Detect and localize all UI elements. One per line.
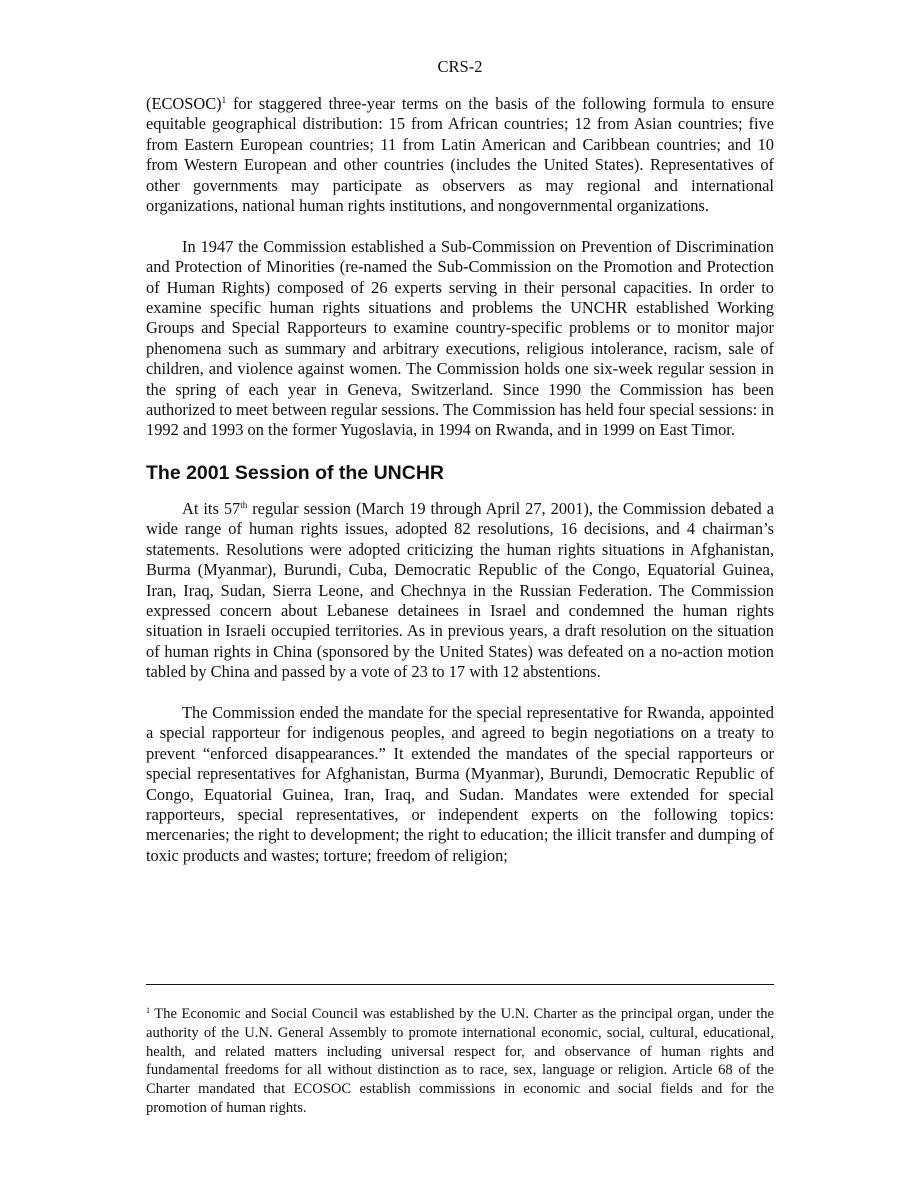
footnote-text: The Economic and Social Council was established by the U.N. Charter as the principal organ, under the authority of the U.N. General Assembly to promote international economic, social, cultural, educational, health, and related matters including universal respect for, and observance of human rights and fundamental freedoms for all without distinction as to race, sex, language or religion. Article 68 of the Charter mandated that ECOSOC establish commissions in economic and social fields and for the promotion of human rights. <box>146 1006 774 1116</box>
paragraph-sub-commission <box>146 237 774 441</box>
footnote-reference[interactable]: 1 <box>221 95 227 105</box>
footnotes <box>146 1005 774 1118</box>
footnote-divider <box>146 984 774 985</box>
paragraph-mandates <box>146 703 774 866</box>
footnote-marker: 1 <box>146 1006 150 1015</box>
paragraph-text: regular session (March 19 through April 27, 2001), the Commission debated a wide range of human rights issues, adopted 82 resolutions, 16 decisions, and 4 chairman’s statements. Resolutions were adopted criticizing the human rights situations in Afghanistan, Burma (Myanmar), Burundi, Cuba, Democratic Republic of the Congo, Equatorial Guinea, Iran, Iraq, Sudan, Sierra Leone, and Chechnya in the Russian Federation. The Commission expressed concern about Lebanese detainees in Israel and condemned the human rights situation in Israeli occupied territories. As in previous years, a draft resolution on the situation of human rights in China (sponsored by the United States) was defeated on a no-action motion tabled by China and passed by a vote of 23 to 17 with 12 abstentions. <box>146 498 775 682</box>
body-text <box>146 94 774 866</box>
ordinal-suffix: th <box>240 499 248 510</box>
paragraph-lead: (ECOSOC) <box>146 94 222 113</box>
paragraph-57th-session <box>146 499 774 683</box>
paragraph-text: for staggered three-year terms on the basis of the following formula to ensure equitable geographical distribution: 15 from African countries; 12 from Asian countries; five from Eastern European countries; 11 from Latin American and Caribbean countries; and 10 from Western European and other countries (includes the United States). Representatives of other governments may participate as observers as may regional and international organizations, national human rights institutions, and nongovernmental organizations. <box>146 94 774 216</box>
section-heading: The 2001 Session of the UNCHR <box>146 461 444 484</box>
paragraph-text: In 1947 the Commission established a Sub-Commission on Prevention of Discrimination and Protection of Minorities (re-named the Sub-Commission on the Promotion and Protection of Human Rights) composed of 26 experts serving in their personal capacities. In order to examine specific human rights situations and problems the UNCHR established Working Groups and Special Rapporteurs to examine country-specific problems or to monitor major phenomena such as summary and arbitrary executions, religious intolerance, racism, sale of children, and violence against women. The Commission holds one six-week regular session in the spring of each year in Geneva, Switzerland. Since 1990 the Commission has been authorized to meet between regular sessions. The Commission has held four special sessions: in 1992 and 1993 on the former Yugoslavia, in 1994 on Rwanda, and in 1999 on East Timor. <box>146 236 774 440</box>
paragraph-text: The Commission ended the mandate for the special representative for Rwanda, appointed a special rapporteur for indigenous peoples, and agreed to begin negotiations on a treaty to prevent “enforced disappearances.” It extended the mandates of the special rapporteurs or special representatives for Afghanistan, Burma (Myanmar), Burundi, Democratic Republic of Congo, Equatorial Guinea, Iran, Iraq, and Sudan. Mandates were extended for special rapporteurs, special representatives, or independent experts on the following topics: mercenaries; the right to development; the right to education; the illicit transfer and dumping of toxic products and wastes; torture; freedom of religion; <box>146 702 774 865</box>
page-number-header: CRS-2 <box>437 57 483 76</box>
paragraph-ecosoc-membership <box>146 94 774 216</box>
footnote-1 <box>146 1005 774 1118</box>
paragraph-lead: At its 57 <box>182 498 241 518</box>
